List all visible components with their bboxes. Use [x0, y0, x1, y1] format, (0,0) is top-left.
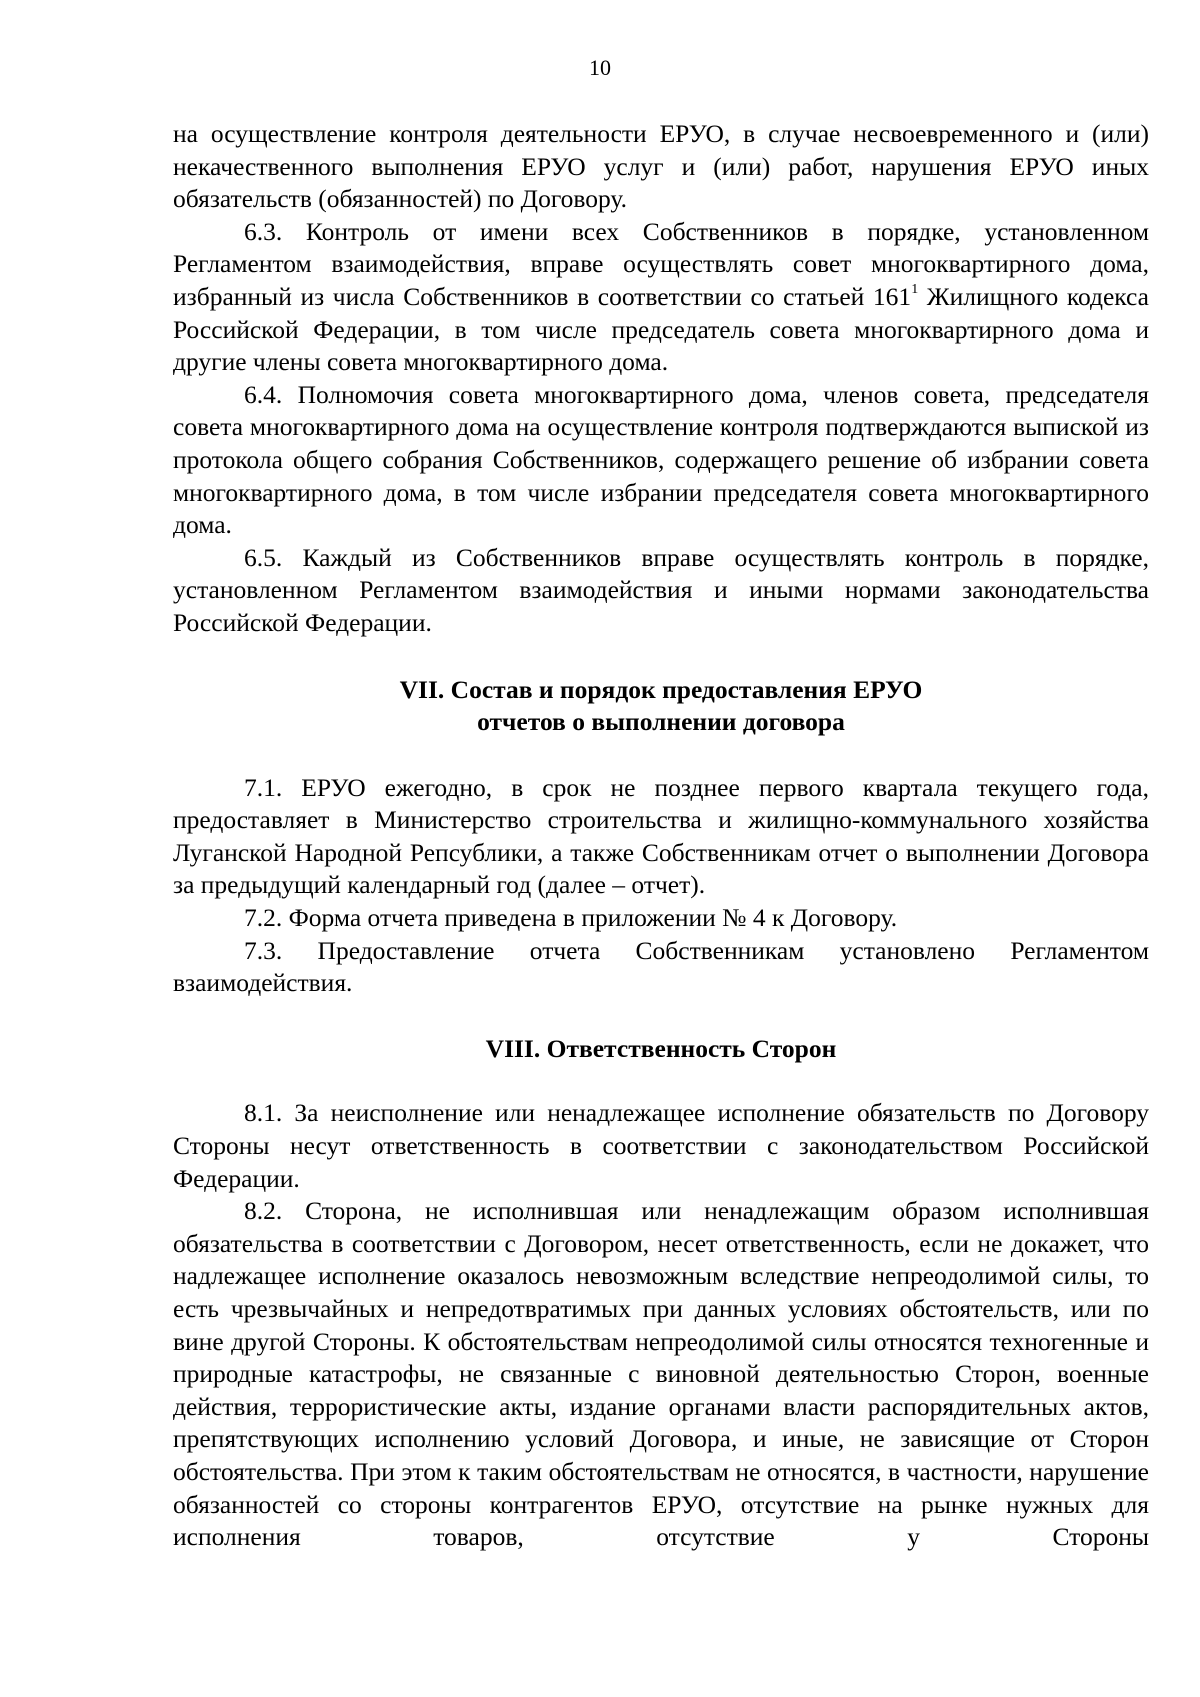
- paragraph-7-1: 7.1. ЕРУО ежегодно, в срок не позднее первого квартала текущего года, предоставляет в Министерство строительства и жилищно-коммунального хозяйства Луганской Народной Репсублики, а также Собственникам отчет о выполнении Договора за предыдущий календарный год (далее – отчет).: [173, 772, 1149, 900]
- paragraph-6-3-tail: Жилищного кодекса Российской Федерации, в том числе председатель совета многоквартирного дома и другие члены совета многоквартирного дома.: [173, 281, 1149, 377]
- paragraph-6-2-continuation: на осуществление контроля деятельности ЕРУО, в случае несвоевременного и (или) некачественного выполнения ЕРУО услуг и (или) работ, нарушения ЕРУО иных обязательств (обязанностей) по Договору.: [173, 119, 1149, 214]
- section-8-heading: VIII. Ответственность Сторон: [485, 1033, 837, 1063]
- paragraph-6-4: 6.4. Полномочия совета многоквартирного дома, членов совета, председателя совета многоквартирного дома на осуществление контроля подтверждаются выпиской из протокола общего собрания Собственников, содержащего решение об избрании совета многоквартирного дома, в том числе избрании председателя совета многоквартирного дома.: [173, 379, 1149, 540]
- paragraph-8-1: 8.1. За неисполнение или ненадлежащее исполнение обязательств по Договору Стороны несут ответственность в соответствии с законодательством Российской Федерации.: [173, 1098, 1149, 1193]
- paragraph-7-2: 7.2. Форма отчета приведена в приложении № 4 к Договору.: [244, 903, 898, 933]
- paragraph-6-3: [173, 216, 1149, 379]
- paragraph-7-3: 7.3. Предоставление отчета Собственникам установлено Регламентом взаимодействия.: [173, 935, 1149, 998]
- page-number: 10: [589, 55, 611, 80]
- section-7-heading-line-1: VII. Состав и порядок предоставления ЕРУО: [399, 674, 923, 704]
- article-superscript: 1: [911, 281, 919, 297]
- paragraph-8-2: 8.2. Сторона, не исполнившая или ненадлежащим образом исполнившая обязательства в соответствии с Договором, несет ответственность, если не докажет, что надлежащее исполнение оказалось невозможным вследствие непреодолимой силы, то есть чрезвычайных и непредотвратимых при данных условиях обстоятельств, или по вине другой Стороны. К обстоятельствам непреодолимой силы относятся техногенные и природные катастрофы, не связанные с виновной деятельностью Сторон, военные действия, террористические акты, издание органами власти распорядительных актов, препятствующих исполнению условий Договора, и иные, не зависящие от Сторон обстоятельства. При этом к таким обстоятельствам не относятся, в частности, нарушение обязанностей со стороны контрагентов ЕРУО, отсутствие на рынке нужных для исполнения товаров, отсутствие у Стороны: [173, 1196, 1149, 1552]
- paragraph-6-3-text: 6.3. Контроль от имени всех Собственников в порядке, установленном Регламентом взаимодействия, вправе осуществлять совет многоквартирного дома, избранный из числа Собственников в соответствии со статьей 161: [173, 216, 1149, 311]
- document-body: [173, 118, 1149, 1554]
- paragraph-6-5: 6.5. Каждый из Собственников вправе осуществлять контроль в порядке, установленном Регламентом взаимодействия и иными нормами законодательства Российской Федерации.: [173, 542, 1149, 637]
- section-7-heading-line-2: отчетов о выполнении договора: [477, 707, 845, 737]
